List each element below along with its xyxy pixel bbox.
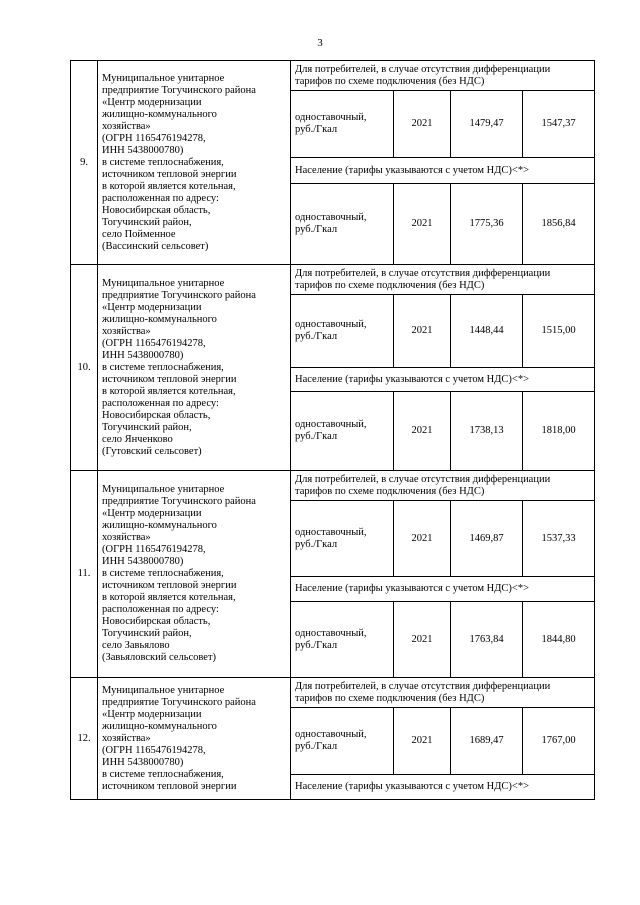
table-row [71,265,595,295]
org-line: источником тепловой энергии [102,168,237,180]
tariff-table [70,60,595,800]
org-line: в системе теплоснабжения, [102,156,224,168]
tariff-type: одноставочный, руб./Гкал [291,392,394,471]
tariff-value-1: 1763,84 [451,602,523,678]
tariff-year: 2021 [394,184,451,265]
org-line: источником тепловой энергии [102,780,237,792]
org-line: Новосибирская область, [102,204,211,216]
org-line: жилищно-коммунального [102,720,217,732]
row-number: 12. [71,678,98,800]
organization-cell [98,471,291,678]
org-line: хозяйства» [102,732,151,744]
org-line: (Гутовский сельсовет) [102,445,202,457]
table-row [71,61,595,91]
population-group-header: Население (тарифы указываются с учетом НДС)<*> [291,158,595,184]
tariff-year: 2021 [394,501,451,577]
consumer-group-header: Для потребителей, в случае отсутствия дифференциации тарифов по схеме подключения (без НДС) [291,61,595,91]
tariff-type: одноставочный, руб./Гкал [291,708,394,775]
org-line: в которой является котельная, [102,592,236,603]
org-line: жилищно-коммунального [102,520,217,531]
org-line: хозяйства» [102,120,151,132]
org-line: жилищно-коммунального [102,108,217,120]
org-line: (Завьяловский сельсовет) [102,652,217,663]
org-line: в системе теплоснабжения, [102,768,224,780]
tariff-year: 2021 [394,392,451,471]
tariff-type: одноставочный, руб./Гкал [291,602,394,678]
org-line: предприятие Тогучинского района [102,696,256,708]
organization-cell [98,61,291,265]
org-line: в системе теплоснабжения, [102,361,224,373]
org-line: жилищно-коммунального [102,313,217,325]
row-number: 9. [71,61,98,265]
tariff-year: 2021 [394,708,451,775]
consumer-group-header: Для потребителей, в случае отсутствия дифференциации тарифов по схеме подключения (без НДС) [291,678,595,708]
tariff-value-1: 1448,44 [451,295,523,368]
org-line: расположенная по адресу: [102,397,219,409]
consumer-group-header: Для потребителей, в случае отсутствия дифференциации тарифов по схеме подключения (без НДС) [291,471,595,501]
tariff-value-2: 1515,00 [523,295,595,368]
tariff-value-1: 1738,13 [451,392,523,471]
org-line: Муниципальное унитарное [102,484,225,495]
tariff-value-2: 1537,33 [523,501,595,577]
tariff-value-2: 1767,00 [523,708,595,775]
org-line: ИНН 5438000780) [102,756,184,768]
org-line: в которой является котельная, [102,385,236,397]
page-number: 3 [317,37,323,49]
org-line: хозяйства» [102,532,151,543]
org-line: Новосибирская область, [102,616,211,627]
org-line: предприятие Тогучинского района [102,496,256,507]
tariff-value-1: 1775,36 [451,184,523,265]
organization-cell [98,265,291,471]
org-line: «Центр модернизации [102,708,202,720]
tariff-value-2: 1856,84 [523,184,595,265]
org-line: в которой является котельная, [102,180,236,192]
org-line: предприятие Тогучинского района [102,84,256,96]
table-row [71,471,595,501]
tariff-type: одноставочный, руб./Гкал [291,501,394,577]
tariff-year: 2021 [394,91,451,158]
org-line: Муниципальное унитарное [102,72,225,84]
org-line: Муниципальное унитарное [102,277,225,289]
table-row [71,678,595,708]
tariff-year: 2021 [394,295,451,368]
org-line: ИНН 5438000780) [102,349,184,361]
org-line: источником тепловой энергии [102,373,237,385]
tariff-value-2: 1547,37 [523,91,595,158]
organization-cell [98,678,291,800]
tariff-type: одноставочный, руб./Гкал [291,184,394,265]
org-line: (ОГРН 1165476194278, [102,544,206,555]
org-line: расположенная по адресу: [102,192,219,204]
org-line: Новосибирская область, [102,409,211,421]
org-line: село Завьялово [102,640,170,651]
tariff-type: одноставочный, руб./Гкал [291,295,394,368]
population-group-header: Население (тарифы указываются с учетом НДС)<*> [291,775,595,800]
org-line: (ОГРН 1165476194278, [102,744,206,756]
tariff-value-1: 1689,47 [451,708,523,775]
org-line: (Вассинский сельсовет) [102,240,209,252]
consumer-group-header: Для потребителей, в случае отсутствия дифференциации тарифов по схеме подключения (без НДС) [291,265,595,295]
org-line: (ОГРН 1165476194278, [102,132,206,144]
population-group-header: Население (тарифы указываются с учетом НДС)<*> [291,577,595,602]
tariff-value-2: 1844,80 [523,602,595,678]
tariff-type: одноставочный, руб./Гкал [291,91,394,158]
org-line: Тогучинский район, [102,216,192,228]
org-line: расположенная по адресу: [102,604,219,615]
org-line: Тогучинский район, [102,628,192,639]
org-line: «Центр модернизации [102,508,202,519]
org-line: хозяйства» [102,325,151,337]
org-line: «Центр модернизации [102,301,202,313]
tariff-value-1: 1479,47 [451,91,523,158]
org-line: в системе теплоснабжения, [102,568,224,579]
tariff-value-2: 1818,00 [523,392,595,471]
org-line: источником тепловой энергии [102,580,237,591]
org-line: Муниципальное унитарное [102,684,225,696]
org-line: предприятие Тогучинского района [102,289,256,301]
org-line: ИНН 5438000780) [102,144,184,156]
org-line: село Пойменное [102,228,176,240]
org-line: ИНН 5438000780) [102,556,184,567]
org-line: Тогучинский район, [102,421,192,433]
tariff-value-1: 1469,87 [451,501,523,577]
org-line: село Янченково [102,433,173,445]
population-group-header: Население (тарифы указываются с учетом НДС)<*> [291,368,595,392]
org-line: «Центр модернизации [102,96,202,108]
tariff-year: 2021 [394,602,451,678]
row-number: 11. [71,471,98,678]
org-line: (ОГРН 1165476194278, [102,337,206,349]
row-number: 10. [71,265,98,471]
